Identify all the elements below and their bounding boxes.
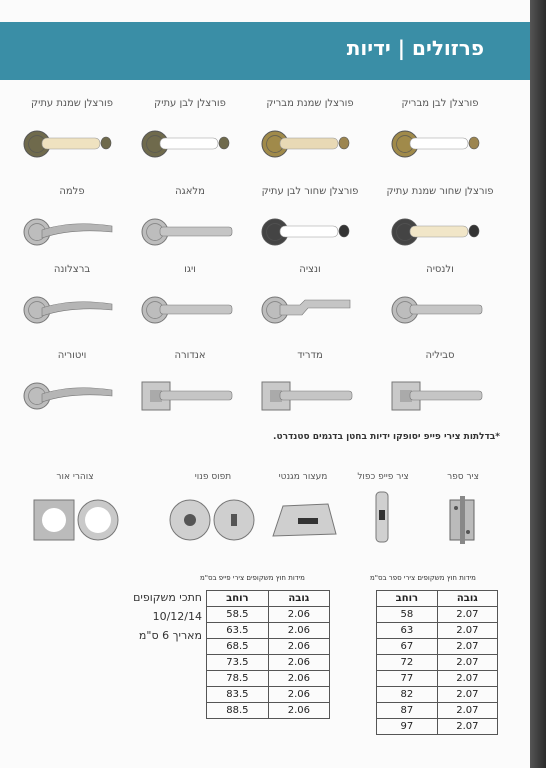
handle-item bbox=[380, 350, 500, 430]
accessory-label: ציר ספר bbox=[447, 472, 479, 482]
handle-image bbox=[380, 112, 500, 172]
table-cell: 78.5 bbox=[207, 671, 269, 687]
table-cell: 2.06 bbox=[268, 623, 329, 639]
accessory-image bbox=[30, 486, 120, 546]
accessory-image bbox=[258, 486, 348, 546]
table-cell: 2.06 bbox=[268, 639, 329, 655]
handle-image bbox=[380, 278, 500, 338]
table-cell: 2.07 bbox=[437, 655, 497, 671]
handle-image bbox=[12, 112, 132, 172]
handle-label: פלמה bbox=[59, 186, 85, 197]
handle-item bbox=[12, 186, 132, 266]
handle-item bbox=[130, 264, 250, 344]
table-cell: 97 bbox=[377, 719, 438, 735]
accessory-label: צוהרי אור bbox=[56, 472, 94, 482]
table-row bbox=[377, 687, 498, 703]
accessory-label: ציר פייפ כפול bbox=[357, 472, 409, 482]
handle-image bbox=[250, 364, 370, 424]
handle-item bbox=[130, 350, 250, 430]
table-cell: 77 bbox=[377, 671, 438, 687]
accessory-image bbox=[168, 486, 258, 546]
handles-note: *בדלתות צירי פייפ יסופקו ידיות בחטן בדגמים סטנדרט. bbox=[273, 432, 500, 442]
handle-item bbox=[130, 98, 250, 178]
table-cell: 2.06 bbox=[268, 671, 329, 687]
table-cell: 2.07 bbox=[437, 719, 497, 735]
table-row bbox=[377, 719, 498, 735]
accessory-item bbox=[30, 472, 120, 552]
table-cell: 63 bbox=[377, 623, 438, 639]
table-cell: 87 bbox=[377, 703, 438, 719]
page-edge-shadow bbox=[530, 0, 546, 768]
accessory-label: מעצור מגנטי bbox=[278, 472, 328, 482]
handle-label: פורצלן שמנת עתיק bbox=[31, 98, 113, 109]
table-cell: 2.07 bbox=[437, 703, 497, 719]
table-row bbox=[207, 671, 330, 687]
table-cell: 58 bbox=[377, 607, 438, 623]
handle-item bbox=[250, 264, 370, 344]
table-row bbox=[377, 671, 498, 687]
handle-image bbox=[250, 278, 370, 338]
left-table-caption: מידות חוץ משקופים צירי פייפ בס"מ bbox=[200, 574, 305, 582]
table-row bbox=[377, 623, 498, 639]
handle-item bbox=[250, 350, 370, 430]
table-row bbox=[207, 703, 330, 719]
handle-item bbox=[130, 186, 250, 266]
accessory-item bbox=[338, 472, 428, 552]
table-header-row bbox=[207, 591, 330, 607]
accessory-label: תפוס פנוי bbox=[194, 472, 232, 482]
table-cell: 63.5 bbox=[207, 623, 269, 639]
table-cell: 68.5 bbox=[207, 639, 269, 655]
table-cell: 73.5 bbox=[207, 655, 269, 671]
handle-label: אנדורה bbox=[174, 350, 206, 361]
table-header-cell: גובה bbox=[268, 591, 329, 607]
handle-item bbox=[250, 98, 370, 178]
table-cell: 83.5 bbox=[207, 687, 269, 703]
handle-label: פורצלן לבן מבריק bbox=[401, 98, 479, 109]
handle-image bbox=[12, 200, 132, 260]
handle-item bbox=[380, 98, 500, 178]
accessory-image bbox=[338, 486, 428, 546]
table-cell: 2.06 bbox=[268, 607, 329, 623]
handle-label: פורצלן שמנת מבריק bbox=[266, 98, 354, 109]
table-cell: 2.07 bbox=[437, 671, 497, 687]
table-row bbox=[207, 623, 330, 639]
table-header-cell: גובה bbox=[437, 591, 497, 607]
table-row bbox=[207, 655, 330, 671]
handle-item bbox=[12, 98, 132, 178]
handle-image bbox=[250, 112, 370, 172]
accessory-image bbox=[418, 486, 508, 546]
handle-item bbox=[12, 264, 132, 344]
table-cell: 82 bbox=[377, 687, 438, 703]
frame-sections-note bbox=[92, 588, 202, 645]
table-cell: 2.07 bbox=[437, 639, 497, 655]
table-row bbox=[207, 607, 330, 623]
handle-label: ולנסיה bbox=[426, 264, 454, 275]
accessory-item bbox=[418, 472, 508, 552]
table-header-cell: רוחב bbox=[207, 591, 269, 607]
handle-label: סביליה bbox=[425, 350, 455, 361]
table-cell: 2.06 bbox=[268, 655, 329, 671]
header-bar bbox=[0, 22, 530, 80]
handle-image bbox=[12, 278, 132, 338]
handle-label: מדריד bbox=[297, 350, 323, 361]
accessory-item bbox=[168, 472, 258, 552]
table-cell: 88.5 bbox=[207, 703, 269, 719]
handle-label: ויטוריה bbox=[57, 350, 87, 361]
handle-image bbox=[250, 200, 370, 260]
table-cell: 2.07 bbox=[437, 607, 497, 623]
handle-label: ברצלונה bbox=[53, 264, 91, 275]
side-note-line1: חתכי משקופים bbox=[133, 591, 202, 604]
left-dimensions-table bbox=[206, 590, 330, 719]
handle-label: ונציה bbox=[299, 264, 321, 275]
table-cell: 67 bbox=[377, 639, 438, 655]
handle-label: פורצלן שחור לבן עתיק bbox=[261, 186, 359, 197]
side-note-line3: מאריך 6 ס"מ bbox=[138, 629, 202, 642]
handle-image bbox=[380, 364, 500, 424]
table-row bbox=[377, 639, 498, 655]
handle-image bbox=[12, 364, 132, 424]
table-cell: 2.06 bbox=[268, 703, 329, 719]
table-header-cell: רוחב bbox=[377, 591, 438, 607]
table-row bbox=[377, 655, 498, 671]
table-cell: 72 bbox=[377, 655, 438, 671]
table-row bbox=[377, 703, 498, 719]
handle-item bbox=[380, 186, 500, 266]
handle-label: מלאגה bbox=[175, 186, 205, 197]
handle-label: פורצלן לבן עתיק bbox=[154, 98, 226, 109]
table-row bbox=[207, 639, 330, 655]
accessory-item bbox=[258, 472, 348, 552]
right-dimensions-table bbox=[376, 590, 498, 735]
side-note-line2: 10/12/14 bbox=[152, 610, 202, 623]
handle-item bbox=[380, 264, 500, 344]
page-title: פרזולים | ידיות bbox=[346, 36, 484, 60]
handle-item bbox=[250, 186, 370, 266]
handle-label: ויגו bbox=[184, 264, 196, 275]
handle-image bbox=[130, 112, 250, 172]
handle-item bbox=[12, 350, 132, 430]
handle-image bbox=[130, 200, 250, 260]
table-cell: 58.5 bbox=[207, 607, 269, 623]
handle-image bbox=[130, 278, 250, 338]
table-row bbox=[377, 607, 498, 623]
handle-label: פורצלן שחור שמנת עתיק bbox=[386, 186, 494, 197]
right-table-caption: מידות חוץ משקופים צירי ספר בס"מ bbox=[370, 574, 476, 582]
table-cell: 2.06 bbox=[268, 687, 329, 703]
table-header-row bbox=[377, 591, 498, 607]
table-cell: 2.07 bbox=[437, 687, 497, 703]
handle-image bbox=[380, 200, 500, 260]
table-cell: 2.07 bbox=[437, 623, 497, 639]
handle-image bbox=[130, 364, 250, 424]
table-row bbox=[207, 687, 330, 703]
